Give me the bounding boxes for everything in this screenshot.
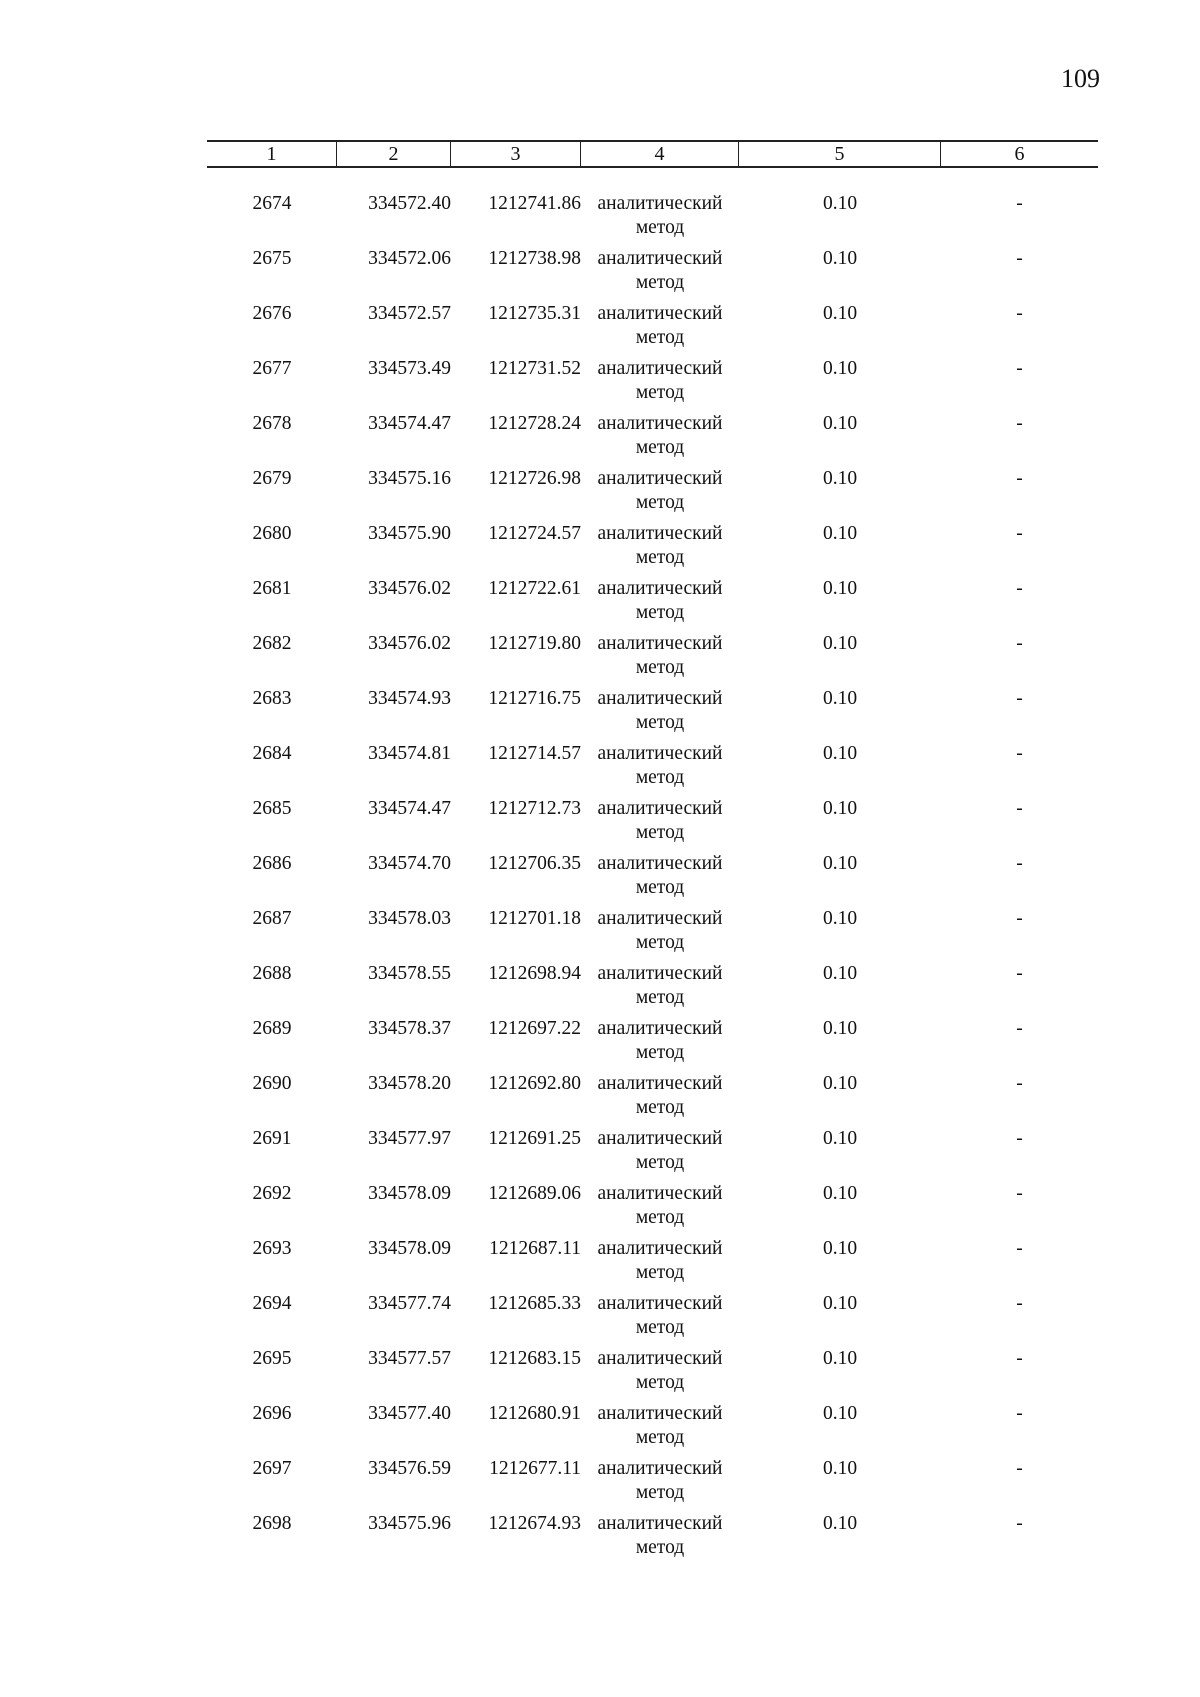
determination-method: [581, 1237, 739, 1292]
coord-y: 1212697.22: [488, 1018, 581, 1039]
coord-y: 1212706.35: [488, 853, 581, 874]
table-row: [207, 577, 1098, 632]
coord-y: 1212683.15: [488, 1348, 581, 1369]
method-line-2: метод: [635, 217, 685, 238]
method-line-1: аналитический: [597, 688, 723, 709]
accuracy: 0.10: [822, 963, 858, 984]
header-col-3: 3: [451, 142, 581, 166]
determination-method: [581, 1402, 739, 1457]
table-row: [207, 522, 1098, 577]
coord-y: 1212738.98: [488, 248, 581, 269]
note: -: [1016, 1403, 1023, 1424]
method-line-1: аналитический: [597, 468, 723, 489]
point-number: 2680: [252, 523, 292, 544]
coord-x: 334576.59: [368, 1458, 451, 1479]
coord-x: 334575.96: [368, 1513, 451, 1534]
accuracy: 0.10: [822, 798, 858, 819]
determination-method: [581, 1512, 739, 1567]
determination-method: [581, 962, 739, 1017]
determination-method: [581, 412, 739, 467]
determination-method: [581, 1347, 739, 1402]
determination-method: [581, 1017, 739, 1072]
method-line-1: аналитический: [597, 358, 723, 379]
method-line-1: аналитический: [597, 1293, 723, 1314]
accuracy: 0.10: [822, 688, 858, 709]
coord-x: 334572.06: [368, 248, 451, 269]
coord-x: 334572.40: [368, 193, 451, 214]
coord-y: 1212701.18: [488, 908, 581, 929]
coord-y: 1212689.06: [488, 1183, 581, 1204]
determination-method: [581, 192, 739, 247]
accuracy: 0.10: [822, 358, 858, 379]
method-line-1: аналитический: [597, 908, 723, 929]
coord-y: 1212741.86: [488, 193, 581, 214]
determination-method: [581, 1457, 739, 1512]
coord-y: 1212716.75: [488, 688, 581, 709]
note: -: [1016, 853, 1023, 874]
note: -: [1016, 193, 1023, 214]
accuracy: 0.10: [822, 1403, 858, 1424]
accuracy: 0.10: [822, 1293, 858, 1314]
coord-y: 1212677.11: [489, 1458, 581, 1479]
method-line-1: аналитический: [597, 578, 723, 599]
table-row: [207, 907, 1098, 962]
coord-x: 334578.55: [368, 963, 451, 984]
coord-y: 1212726.98: [488, 468, 581, 489]
determination-method: [581, 907, 739, 962]
note: -: [1016, 1513, 1023, 1534]
method-line-1: аналитический: [597, 743, 723, 764]
note: -: [1016, 413, 1023, 434]
accuracy: 0.10: [822, 193, 858, 214]
note: -: [1016, 798, 1023, 819]
method-line-1: аналитический: [597, 1073, 723, 1094]
coord-y: 1212735.31: [488, 303, 581, 324]
point-number: 2684: [252, 743, 292, 764]
table-row: [207, 1127, 1098, 1182]
coord-y: 1212724.57: [488, 523, 581, 544]
method-line-1: аналитический: [597, 413, 723, 434]
coord-x: 334578.09: [368, 1238, 451, 1259]
method-line-1: аналитический: [597, 633, 723, 654]
method-line-1: аналитический: [597, 963, 723, 984]
point-number: 2677: [252, 358, 292, 379]
accuracy: 0.10: [822, 853, 858, 874]
accuracy: 0.10: [822, 248, 858, 269]
page-number: 109: [1061, 64, 1100, 93]
point-number: 2698: [252, 1513, 292, 1534]
method-line-1: аналитический: [597, 1128, 723, 1149]
method-line-1: аналитический: [597, 798, 723, 819]
coord-x: 334577.57: [368, 1348, 451, 1369]
coord-x: 334576.02: [368, 633, 451, 654]
point-number: 2685: [252, 798, 292, 819]
table-row: [207, 742, 1098, 797]
method-line-1: аналитический: [597, 523, 723, 544]
header-col-1: 1: [207, 142, 337, 166]
method-line-2: метод: [635, 1317, 685, 1338]
method-line-2: метод: [635, 877, 685, 898]
note: -: [1016, 633, 1023, 654]
table-row: [207, 1402, 1098, 1457]
note: -: [1016, 468, 1023, 489]
coord-x: 334578.20: [368, 1073, 451, 1094]
coord-y: 1212698.94: [488, 963, 581, 984]
coord-y: 1212674.93: [488, 1513, 581, 1534]
point-number: 2692: [252, 1183, 292, 1204]
method-line-1: аналитический: [597, 1403, 723, 1424]
note: -: [1016, 908, 1023, 929]
table-row: [207, 412, 1098, 467]
method-line-2: метод: [635, 382, 685, 403]
method-line-2: метод: [635, 822, 685, 843]
method-line-2: метод: [635, 1427, 685, 1448]
point-number: 2681: [252, 578, 292, 599]
coord-x: 334576.02: [368, 578, 451, 599]
coord-x: 334577.74: [368, 1293, 451, 1314]
determination-method: [581, 1182, 739, 1237]
coord-x: 334574.81: [368, 743, 451, 764]
point-number: 2682: [252, 633, 292, 654]
coord-y: 1212731.52: [488, 358, 581, 379]
table-row: [207, 1457, 1098, 1512]
coord-y: 1212728.24: [488, 413, 581, 434]
determination-method: [581, 852, 739, 907]
accuracy: 0.10: [822, 1348, 858, 1369]
accuracy: 0.10: [822, 1018, 858, 1039]
coord-y: 1212714.57: [488, 743, 581, 764]
table-row: [207, 192, 1098, 247]
method-line-1: аналитический: [597, 1458, 723, 1479]
note: -: [1016, 963, 1023, 984]
point-number: 2693: [252, 1238, 292, 1259]
determination-method: [581, 467, 739, 522]
note: -: [1016, 1458, 1023, 1479]
coord-y: 1212719.80: [488, 633, 581, 654]
method-line-1: аналитический: [597, 248, 723, 269]
note: -: [1016, 248, 1023, 269]
determination-method: [581, 247, 739, 302]
point-number: 2687: [252, 908, 292, 929]
accuracy: 0.10: [822, 523, 858, 544]
header-col-5: 5: [739, 142, 941, 166]
table-row: [207, 302, 1098, 357]
header-col-2: 2: [337, 142, 451, 166]
table-row: [207, 1017, 1098, 1072]
table-row: [207, 687, 1098, 742]
table-row: [207, 1182, 1098, 1237]
table-body: [207, 192, 1098, 1567]
method-line-2: метод: [635, 327, 685, 348]
table-row: [207, 962, 1098, 1017]
accuracy: 0.10: [822, 1513, 858, 1534]
point-number: 2689: [252, 1018, 292, 1039]
accuracy: 0.10: [822, 1073, 858, 1094]
accuracy: 0.10: [822, 743, 858, 764]
method-line-1: аналитический: [597, 1513, 723, 1534]
note: -: [1016, 1293, 1023, 1314]
coord-y: 1212722.61: [488, 578, 581, 599]
method-line-2: метод: [635, 1152, 685, 1173]
coord-x: 334573.49: [368, 358, 451, 379]
header-col-6: 6: [1014, 143, 1025, 165]
table-row: [207, 852, 1098, 907]
note: -: [1016, 1018, 1023, 1039]
coord-x: 334574.93: [368, 688, 451, 709]
method-line-2: метод: [635, 492, 685, 513]
point-number: 2679: [252, 468, 292, 489]
method-line-2: метод: [635, 657, 685, 678]
point-number: 2691: [252, 1128, 292, 1149]
point-number: 2676: [252, 303, 292, 324]
note: -: [1016, 303, 1023, 324]
determination-method: [581, 797, 739, 852]
note: -: [1016, 578, 1023, 599]
determination-method: [581, 1292, 739, 1347]
note: -: [1016, 1128, 1023, 1149]
method-line-2: метод: [635, 1042, 685, 1063]
method-line-1: аналитический: [597, 193, 723, 214]
accuracy: 0.10: [822, 468, 858, 489]
point-number: 2683: [252, 688, 292, 709]
accuracy: 0.10: [822, 1238, 858, 1259]
method-line-2: метод: [635, 437, 685, 458]
table-row: [207, 357, 1098, 412]
determination-method: [581, 1127, 739, 1182]
determination-method: [581, 1072, 739, 1127]
coord-y: 1212687.11: [489, 1238, 581, 1259]
accuracy: 0.10: [822, 1183, 858, 1204]
method-line-2: метод: [635, 547, 685, 568]
point-number: 2695: [252, 1348, 292, 1369]
note: -: [1016, 358, 1023, 379]
method-line-2: метод: [635, 1207, 685, 1228]
table-row: [207, 1347, 1098, 1402]
table-header: [207, 140, 1098, 168]
method-line-1: аналитический: [597, 1018, 723, 1039]
method-line-2: метод: [635, 767, 685, 788]
method-line-1: аналитический: [597, 1183, 723, 1204]
coord-y: 1212712.73: [488, 798, 581, 819]
method-line-1: аналитический: [597, 1348, 723, 1369]
note: -: [1016, 1183, 1023, 1204]
coord-x: 334578.37: [368, 1018, 451, 1039]
point-number: 2686: [252, 853, 292, 874]
coord-x: 334572.57: [368, 303, 451, 324]
method-line-2: метод: [635, 1262, 685, 1283]
table-row: [207, 247, 1098, 302]
coord-x: 334575.90: [368, 523, 451, 544]
coord-x: 334574.70: [368, 853, 451, 874]
point-number: 2694: [252, 1293, 292, 1314]
coord-x: 334577.40: [368, 1403, 451, 1424]
determination-method: [581, 577, 739, 632]
method-line-2: метод: [635, 602, 685, 623]
header-col-4: 4: [581, 142, 739, 166]
determination-method: [581, 302, 739, 357]
point-number: 2696: [252, 1403, 292, 1424]
coord-x: 334578.03: [368, 908, 451, 929]
table-row: [207, 797, 1098, 852]
table-row: [207, 1292, 1098, 1347]
determination-method: [581, 687, 739, 742]
method-line-1: аналитический: [597, 853, 723, 874]
accuracy: 0.10: [822, 578, 858, 599]
accuracy: 0.10: [822, 303, 858, 324]
coord-x: 334577.97: [368, 1128, 451, 1149]
note: -: [1016, 523, 1023, 544]
method-line-2: метод: [635, 987, 685, 1008]
method-line-2: метод: [635, 272, 685, 293]
determination-method: [581, 357, 739, 412]
accuracy: 0.10: [822, 633, 858, 654]
determination-method: [581, 742, 739, 797]
table-row: [207, 1072, 1098, 1127]
coord-x: 334578.09: [368, 1183, 451, 1204]
coord-x: 334574.47: [368, 413, 451, 434]
coord-y: 1212680.91: [488, 1403, 581, 1424]
point-number: 2678: [252, 413, 292, 434]
method-line-2: метод: [635, 1097, 685, 1118]
point-number: 2675: [252, 248, 292, 269]
point-number: 2674: [252, 193, 292, 214]
note: -: [1016, 743, 1023, 764]
method-line-2: метод: [635, 1372, 685, 1393]
coord-x: 334574.47: [368, 798, 451, 819]
accuracy: 0.10: [822, 1458, 858, 1479]
coord-x: 334575.16: [368, 468, 451, 489]
table-row: [207, 632, 1098, 687]
coord-y: 1212685.33: [488, 1293, 581, 1314]
note: -: [1016, 1348, 1023, 1369]
accuracy: 0.10: [822, 1128, 858, 1149]
method-line-2: метод: [635, 1482, 685, 1503]
determination-method: [581, 632, 739, 687]
method-line-2: метод: [635, 932, 685, 953]
determination-method: [581, 522, 739, 577]
method-line-2: метод: [635, 1537, 685, 1558]
coord-y: 1212692.80: [488, 1073, 581, 1094]
point-number: 2688: [252, 963, 292, 984]
note: -: [1016, 688, 1023, 709]
coord-y: 1212691.25: [488, 1128, 581, 1149]
point-number: 2697: [252, 1458, 292, 1479]
method-line-2: метод: [635, 712, 685, 733]
table-row: [207, 1512, 1098, 1567]
accuracy: 0.10: [822, 908, 858, 929]
note: -: [1016, 1073, 1023, 1094]
table-row: [207, 467, 1098, 522]
method-line-1: аналитический: [597, 1238, 723, 1259]
accuracy: 0.10: [822, 413, 858, 434]
point-number: 2690: [252, 1073, 292, 1094]
table-row: [207, 1237, 1098, 1292]
note: -: [1016, 1238, 1023, 1259]
method-line-1: аналитический: [597, 303, 723, 324]
